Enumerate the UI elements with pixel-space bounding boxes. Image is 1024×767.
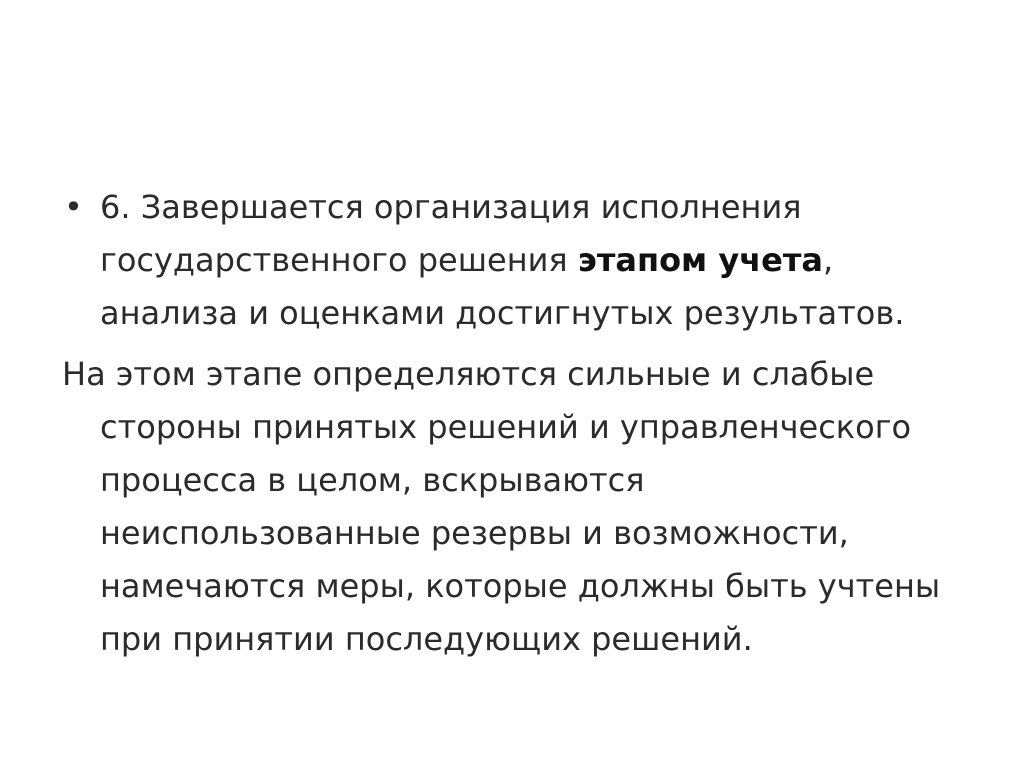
item2-text: На этом этапе определяются сильные и слабые стороны принятых решений и управленческого процесса в целом, вскрываются неиспользованные резервы и возможности, намечаются меры, которые должны быть учтены при принятии последующих решений. <box>62 355 941 658</box>
item1-prefix: 6. Завершается организация исполнения государственного решения <box>100 188 802 279</box>
item1-bold-term: этапом учета <box>577 241 824 279</box>
item1-suffix: , анализа и оценками достигнутых результатов. <box>100 241 905 332</box>
bullet-icon: • <box>64 188 83 226</box>
slide-body <box>62 181 962 666</box>
paragraph-stage-description <box>62 348 962 666</box>
bullet-item-stage-6 <box>62 181 962 340</box>
